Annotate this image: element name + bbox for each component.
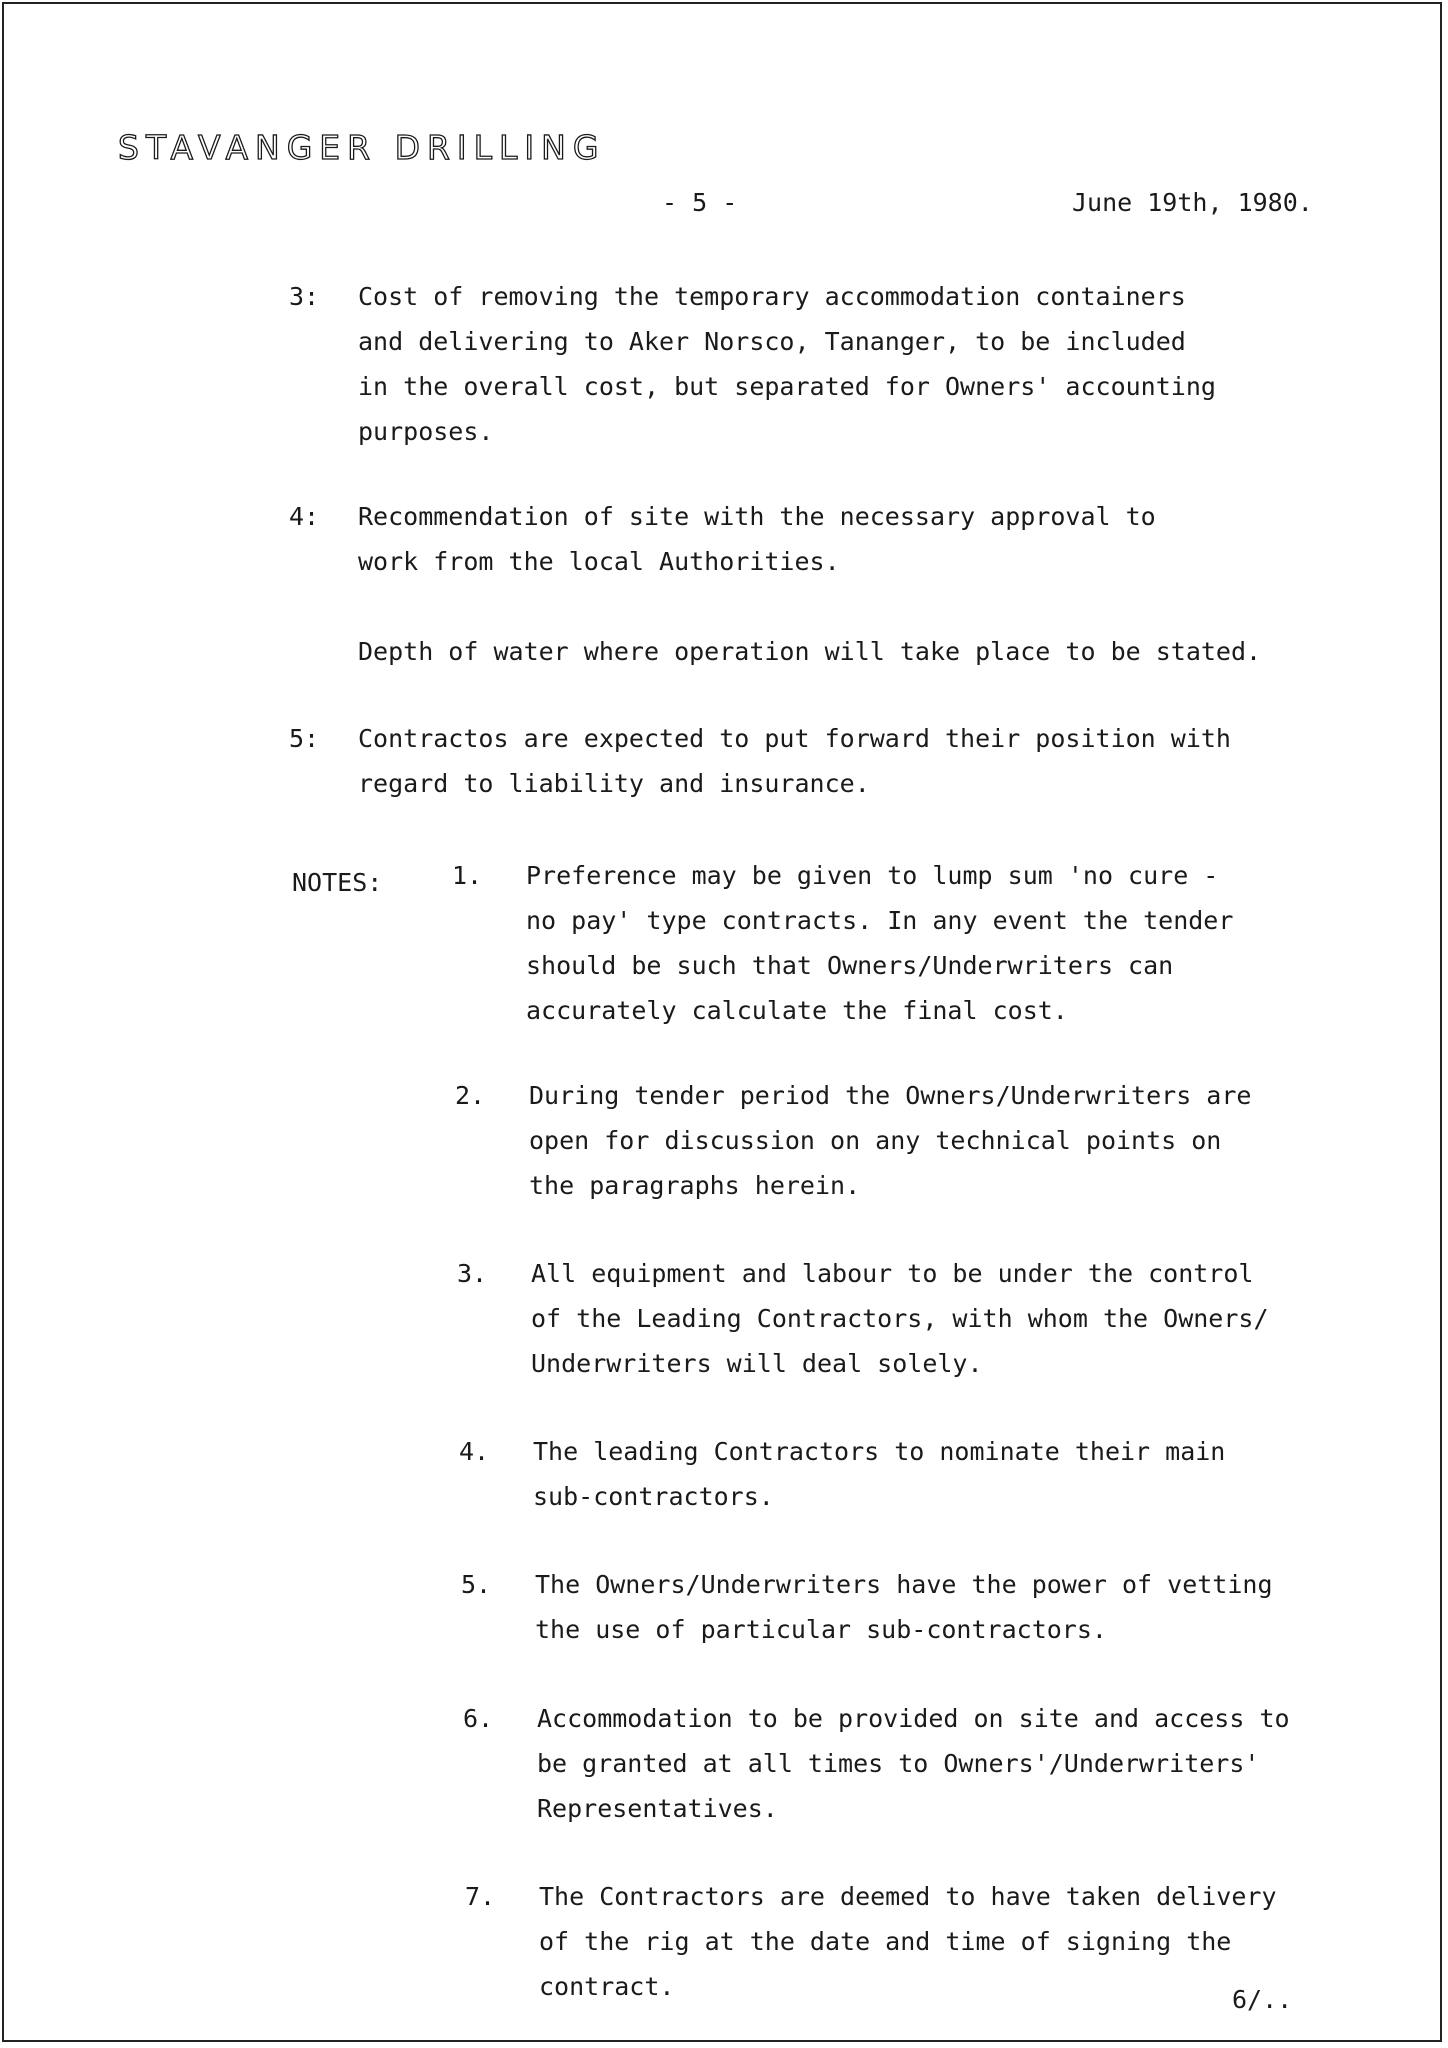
note-line: the paragraphs herein. [529, 1171, 861, 1200]
item-line: regard to liability and insurance. [358, 769, 870, 798]
note-line: The Owners/Underwriters have the power of vetting [535, 1570, 1273, 1599]
item-line: Recommendation of site with the necessary approval to [358, 502, 1156, 531]
note-number: 1. [452, 861, 483, 890]
item-line: Contractos are expected to put forward their position with [358, 724, 1231, 753]
note-number: 2. [455, 1081, 486, 1110]
item-number: 4: [289, 502, 320, 531]
note-line: During tender period the Owners/Underwriters are [529, 1081, 1252, 1110]
note-text [529, 1073, 1251, 1208]
item-line: and delivering to Aker Norsco, Tananger, to be included [358, 327, 1186, 356]
note-text [526, 853, 1233, 1033]
item-text [358, 494, 1438, 674]
note-line: Preference may be given to lump sum 'no cure - [526, 861, 1219, 890]
note-text [535, 1562, 1273, 1652]
note-line: Accommodation to be provided on site and access to [537, 1704, 1290, 1733]
note-line: open for discussion on any technical points on [529, 1126, 1222, 1155]
note-text [539, 1874, 1277, 2009]
note-line: contract. [539, 1972, 675, 2001]
note-line: no pay' type contracts. In any event the tender [526, 906, 1234, 935]
note-line: Underwriters will deal solely. [531, 1349, 983, 1378]
note-text [537, 1696, 1290, 1831]
item-line: Cost of removing the temporary accommodation containers [358, 282, 1186, 311]
note-number: 7. [465, 1882, 496, 1911]
item-line: purposes. [358, 417, 494, 446]
note-line: accurately calculate the final cost. [526, 996, 1068, 1025]
note-line: sub-contractors. [533, 1482, 774, 1511]
item-line [358, 584, 1438, 629]
note-line: of the rig at the date and time of signing the [539, 1927, 1232, 1956]
note-line: the use of particular sub-contractors. [535, 1615, 1107, 1644]
note-line: of the Leading Contractors, with whom the Owners/ [531, 1304, 1269, 1333]
page-number: - 5 - [662, 188, 738, 217]
item-text [358, 716, 1438, 806]
note-number: 6. [463, 1704, 494, 1733]
note-line: All equipment and labour to be under the control [531, 1259, 1254, 1288]
item-line: in the overall cost, but separated for Owners' accounting [358, 372, 1216, 401]
company-letterhead: STAVANGER DRILLING [118, 128, 606, 167]
continuation-marker: 6/.. [1232, 1985, 1293, 2014]
notes-label: NOTES: [292, 868, 383, 897]
item-text [358, 274, 1438, 454]
note-line: The leading Contractors to nominate their main [533, 1437, 1226, 1466]
document-date: June 19th, 1980. [1072, 188, 1313, 217]
note-number: 5. [461, 1570, 492, 1599]
item-number: 3: [289, 282, 320, 311]
note-line: should be such that Owners/Underwriters can [526, 951, 1174, 980]
note-line: The Contractors are deemed to have taken delivery [539, 1882, 1277, 1911]
note-text [533, 1429, 1225, 1519]
item-line: Depth of water where operation will take place to be stated. [358, 637, 1262, 666]
note-line: Representatives. [537, 1794, 778, 1823]
note-line: be granted at all times to Owners'/Underwriters' [537, 1749, 1260, 1778]
note-number: 3. [457, 1259, 488, 1288]
note-text [531, 1251, 1269, 1386]
note-number: 4. [459, 1437, 490, 1466]
item-line: work from the local Authorities. [358, 547, 840, 576]
item-number: 5: [289, 724, 320, 753]
